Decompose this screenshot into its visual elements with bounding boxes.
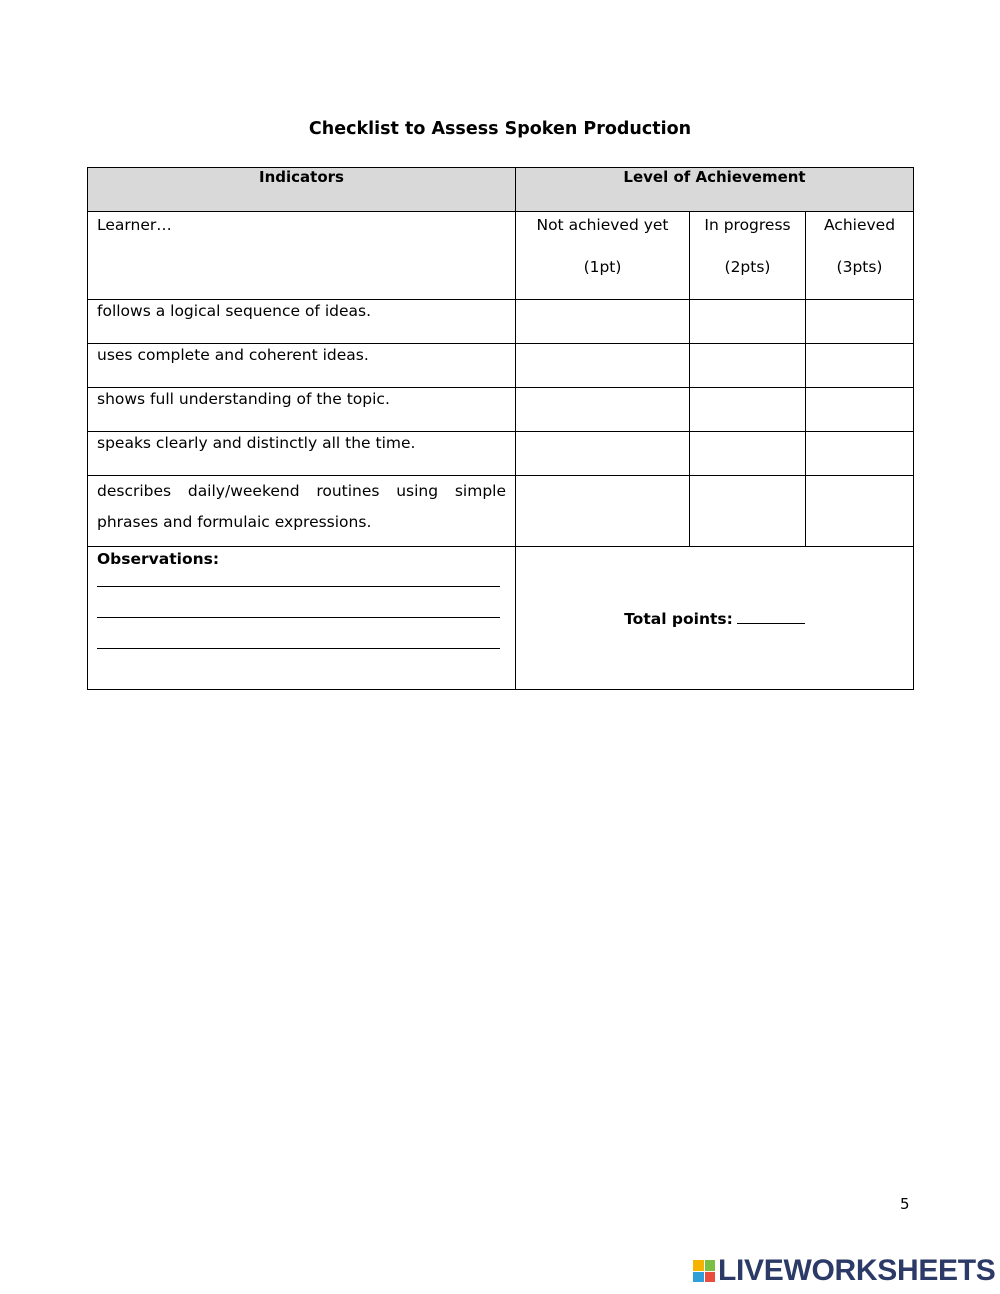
total-points-blank[interactable] — [737, 609, 805, 624]
check-cell-achieved[interactable] — [806, 476, 914, 547]
observation-line[interactable] — [97, 648, 500, 649]
level-points: (2pts) — [724, 258, 771, 276]
observation-line[interactable] — [97, 586, 500, 587]
liveworksheets-logo — [693, 1256, 996, 1286]
check-cell-in-progress[interactable] — [690, 344, 806, 388]
level-label: In progress — [704, 216, 791, 234]
assessment-checklist-table — [87, 167, 914, 690]
logo-square-i — [705, 1260, 716, 1271]
logo-square-l — [693, 1260, 704, 1271]
check-cell-in-progress[interactable] — [690, 432, 806, 476]
logo-square-e — [705, 1272, 716, 1283]
observations-row — [88, 547, 914, 690]
check-cell-achieved[interactable] — [806, 300, 914, 344]
indicator-row — [88, 476, 914, 547]
check-cell-achieved[interactable] — [806, 432, 914, 476]
check-cell-achieved[interactable] — [806, 344, 914, 388]
liveworksheets-logo-icon — [693, 1260, 715, 1282]
level-points: (1pt) — [583, 258, 622, 276]
level-of-achievement-header: Level of Achievement — [516, 168, 914, 212]
liveworksheets-wordmark: LIVEWORKSHEETS — [718, 1254, 996, 1287]
indicator-text: uses complete and coherent ideas. — [88, 344, 516, 388]
check-cell-not-achieved[interactable] — [516, 300, 690, 344]
learner-row — [88, 212, 914, 300]
total-points-label: Total points: — [624, 609, 733, 628]
check-cell-achieved[interactable] — [806, 388, 914, 432]
indicator-text: describes daily/weekend routines using simple phrases and formulaic expressions. — [88, 476, 516, 547]
check-cell-not-achieved[interactable] — [516, 388, 690, 432]
page-title: Checklist to Assess Spoken Production — [308, 119, 692, 139]
indicator-text: follows a logical sequence of ideas. — [88, 300, 516, 344]
indicator-row — [88, 300, 914, 344]
indicator-row — [88, 344, 914, 388]
observation-line[interactable] — [97, 617, 500, 618]
level-achieved — [806, 212, 914, 300]
indicator-text: shows full understanding of the topic. — [88, 388, 516, 432]
learner-label: Learner… — [88, 212, 516, 300]
level-not-achieved — [516, 212, 690, 300]
observations-cell — [88, 547, 516, 690]
check-cell-in-progress[interactable] — [690, 388, 806, 432]
check-cell-not-achieved[interactable] — [516, 344, 690, 388]
indicator-row — [88, 432, 914, 476]
level-label: Not achieved yet — [536, 216, 669, 234]
indicators-header: Indicators — [88, 168, 516, 212]
check-cell-not-achieved[interactable] — [516, 476, 690, 547]
check-cell-not-achieved[interactable] — [516, 432, 690, 476]
check-cell-in-progress[interactable] — [690, 300, 806, 344]
check-cell-in-progress[interactable] — [690, 476, 806, 547]
table-header-row — [88, 168, 914, 212]
level-label: Achieved — [823, 216, 896, 234]
indicator-text: speaks clearly and distinctly all the time. — [88, 432, 516, 476]
observations-label: Observations: — [97, 550, 220, 568]
level-points: (3pts) — [836, 258, 883, 276]
level-in-progress — [690, 212, 806, 300]
logo-square-v — [693, 1272, 704, 1283]
total-points-cell — [516, 547, 914, 690]
indicator-row — [88, 388, 914, 432]
page-number: 5 — [900, 1195, 910, 1213]
